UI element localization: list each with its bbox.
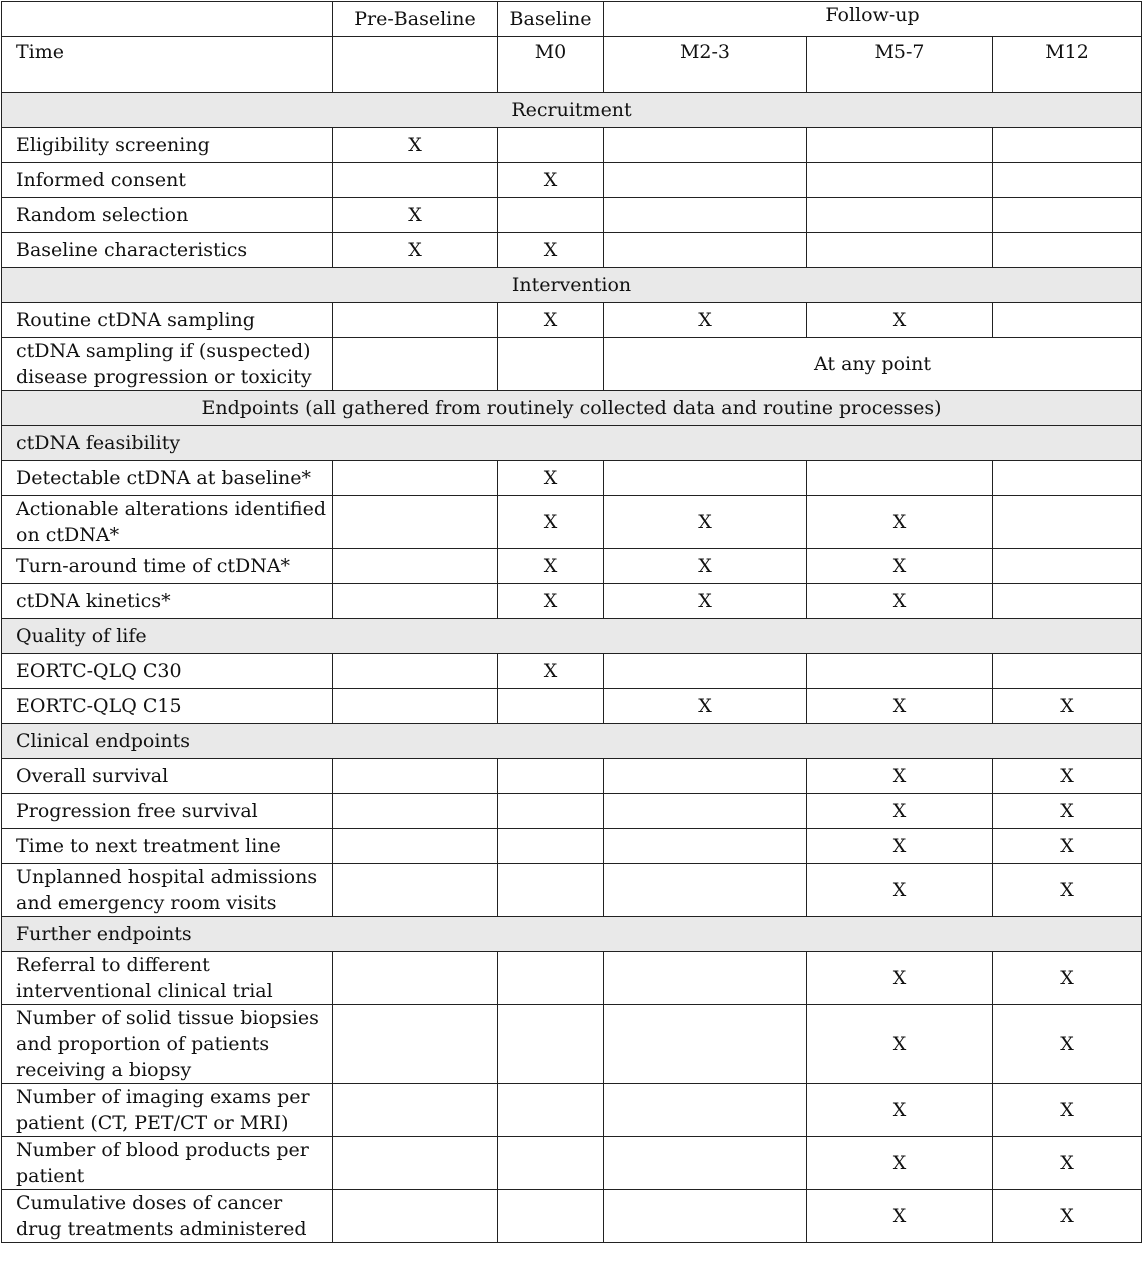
header-baseline: Baseline <box>498 2 604 37</box>
header-m12: M12 <box>993 37 1142 93</box>
cell-pre-baseline: X <box>333 128 498 163</box>
table-row <box>2 829 1142 864</box>
cell-m12: X <box>993 864 1142 917</box>
cell-m12: X <box>993 829 1142 864</box>
table-row <box>2 233 1142 268</box>
cell-m5-7: X <box>807 1137 993 1190</box>
header-time: Time <box>2 37 333 93</box>
cell-m0 <box>498 1190 604 1243</box>
cell-m0: X <box>498 496 604 549</box>
cell-m0 <box>498 1005 604 1084</box>
subsection-quality-of-life: Quality of life <box>2 619 1142 654</box>
cell-m5-7: X <box>807 303 993 338</box>
cell-m5-7: X <box>807 759 993 794</box>
cell-m2-3 <box>604 198 807 233</box>
cell-m0: X <box>498 303 604 338</box>
subsection-row <box>2 426 1142 461</box>
row-label: Routine ctDNA sampling <box>2 303 333 338</box>
cell-m5-7: X <box>807 1005 993 1084</box>
cell-m2-3 <box>604 1137 807 1190</box>
cell-m2-3 <box>604 1084 807 1137</box>
row-label: Informed consent <box>2 163 333 198</box>
table-row <box>2 1190 1142 1243</box>
cell-m5-7 <box>807 198 993 233</box>
cell-pre-baseline: X <box>333 233 498 268</box>
cell-m12: X <box>993 1005 1142 1084</box>
cell-m0 <box>498 1084 604 1137</box>
header-empty-pre <box>333 37 498 93</box>
header-m5-7: M5-7 <box>807 37 993 93</box>
cell-pre-baseline <box>333 952 498 1005</box>
table-row <box>2 584 1142 619</box>
cell-m0 <box>498 794 604 829</box>
table-row <box>2 1005 1142 1084</box>
subsection-clinical-endpoints: Clinical endpoints <box>2 724 1142 759</box>
cell-m0: X <box>498 163 604 198</box>
cell-pre-baseline <box>333 496 498 549</box>
row-label: Unplanned hospital admissions and emergency room visits <box>2 864 333 917</box>
cell-m5-7 <box>807 654 993 689</box>
cell-m5-7: X <box>807 689 993 724</box>
section-row <box>2 268 1142 303</box>
cell-m0: X <box>498 461 604 496</box>
cell-pre-baseline <box>333 1084 498 1137</box>
cell-m0 <box>498 829 604 864</box>
cell-m5-7: X <box>807 584 993 619</box>
header-m0: M0 <box>498 37 604 93</box>
section-recruitment: Recruitment <box>2 93 1142 128</box>
cell-m2-3 <box>604 163 807 198</box>
cell-m12: X <box>993 952 1142 1005</box>
cell-m2-3 <box>604 794 807 829</box>
cell-m2-3: X <box>604 584 807 619</box>
cell-m0 <box>498 864 604 917</box>
table-row <box>2 128 1142 163</box>
cell-m12: X <box>993 794 1142 829</box>
cell-m12: X <box>993 1137 1142 1190</box>
cell-pre-baseline <box>333 829 498 864</box>
cell-m12: X <box>993 689 1142 724</box>
row-label: Overall survival <box>2 759 333 794</box>
cell-m5-7 <box>807 128 993 163</box>
row-label: Progression free survival <box>2 794 333 829</box>
cell-m0: X <box>498 233 604 268</box>
header-follow-up: Follow-up <box>604 2 1142 37</box>
cell-m12 <box>993 303 1142 338</box>
cell-m0: X <box>498 549 604 584</box>
section-row <box>2 93 1142 128</box>
cell-m12 <box>993 549 1142 584</box>
cell-m12 <box>993 163 1142 198</box>
cell-m2-3: X <box>604 303 807 338</box>
cell-m5-7: X <box>807 952 993 1005</box>
row-label: Number of blood products per patient <box>2 1137 333 1190</box>
table-row <box>2 952 1142 1005</box>
subsection-row <box>2 619 1142 654</box>
row-label: Cumulative doses of cancer drug treatments administered <box>2 1190 333 1243</box>
cell-m2-3 <box>604 461 807 496</box>
cell-m12 <box>993 128 1142 163</box>
table-row <box>2 303 1142 338</box>
cell-m12: X <box>993 1190 1142 1243</box>
cell-m5-7: X <box>807 864 993 917</box>
cell-m2-3 <box>604 952 807 1005</box>
cell-m2-3 <box>604 654 807 689</box>
cell-pre-baseline <box>333 689 498 724</box>
header-m2-3: M2-3 <box>604 37 807 93</box>
cell-m5-7 <box>807 461 993 496</box>
table-row <box>2 549 1142 584</box>
cell-m12 <box>993 496 1142 549</box>
cell-m2-3 <box>604 1190 807 1243</box>
cell-m5-7: X <box>807 829 993 864</box>
cell-at-any-point: At any point <box>604 338 1142 391</box>
subsection-row <box>2 917 1142 952</box>
cell-m12 <box>993 584 1142 619</box>
cell-pre-baseline <box>333 654 498 689</box>
cell-m5-7: X <box>807 1190 993 1243</box>
cell-m2-3: X <box>604 549 807 584</box>
row-label: Turn-around time of ctDNA* <box>2 549 333 584</box>
table-row <box>2 759 1142 794</box>
cell-m12: X <box>993 1084 1142 1137</box>
row-label: Referral to different interventional clinical trial <box>2 952 333 1005</box>
cell-m2-3: X <box>604 496 807 549</box>
cell-pre-baseline <box>333 549 498 584</box>
header-row-phases <box>2 2 1142 37</box>
table-row <box>2 654 1142 689</box>
subsection-ctdna-feasibility: ctDNA feasibility <box>2 426 1142 461</box>
cell-m5-7: X <box>807 496 993 549</box>
cell-m5-7: X <box>807 1084 993 1137</box>
cell-m0 <box>498 1137 604 1190</box>
cell-m12 <box>993 233 1142 268</box>
cell-pre-baseline <box>333 759 498 794</box>
row-label: Detectable ctDNA at baseline* <box>2 461 333 496</box>
table-row <box>2 496 1142 549</box>
table-row <box>2 163 1142 198</box>
cell-pre-baseline: X <box>333 198 498 233</box>
cell-m5-7: X <box>807 794 993 829</box>
cell-m0: X <box>498 654 604 689</box>
cell-pre-baseline <box>333 338 498 391</box>
cell-m2-3 <box>604 759 807 794</box>
table-row <box>2 794 1142 829</box>
row-label: Number of imaging exams per patient (CT, PET/CT or MRI) <box>2 1084 333 1137</box>
cell-m0 <box>498 952 604 1005</box>
cell-m12 <box>993 461 1142 496</box>
table-row <box>2 461 1142 496</box>
cell-m2-3 <box>604 1005 807 1084</box>
row-label: Time to next treatment line <box>2 829 333 864</box>
cell-m2-3 <box>604 128 807 163</box>
row-label: ctDNA sampling if (suspected) disease progression or toxicity <box>2 338 333 391</box>
cell-m0 <box>498 338 604 391</box>
cell-m2-3 <box>604 233 807 268</box>
row-label: Number of solid tissue biopsies and proportion of patients receiving a biopsy <box>2 1005 333 1084</box>
section-intervention: Intervention <box>2 268 1142 303</box>
row-label: EORTC-QLQ C30 <box>2 654 333 689</box>
cell-m2-3 <box>604 829 807 864</box>
cell-pre-baseline <box>333 1005 498 1084</box>
cell-m5-7 <box>807 233 993 268</box>
cell-m0: X <box>498 584 604 619</box>
row-label: Actionable alterations identified on ctDNA* <box>2 496 333 549</box>
schedule-table <box>1 1 1142 1243</box>
header-row-timepoints <box>2 37 1142 93</box>
cell-m5-7 <box>807 163 993 198</box>
table-row <box>2 1084 1142 1137</box>
subsection-row <box>2 724 1142 759</box>
cell-m12: X <box>993 759 1142 794</box>
row-label: ctDNA kinetics* <box>2 584 333 619</box>
table-row <box>2 338 1142 391</box>
header-pre-baseline: Pre-Baseline <box>333 2 498 37</box>
cell-pre-baseline <box>333 303 498 338</box>
row-label: Random selection <box>2 198 333 233</box>
cell-pre-baseline <box>333 864 498 917</box>
table-row <box>2 198 1142 233</box>
cell-pre-baseline <box>333 584 498 619</box>
table-row <box>2 864 1142 917</box>
cell-pre-baseline <box>333 1137 498 1190</box>
table-row <box>2 1137 1142 1190</box>
cell-pre-baseline <box>333 1190 498 1243</box>
cell-m0 <box>498 198 604 233</box>
cell-pre-baseline <box>333 794 498 829</box>
row-label: Eligibility screening <box>2 128 333 163</box>
cell-m2-3 <box>604 864 807 917</box>
section-row <box>2 391 1142 426</box>
section-endpoints: Endpoints (all gathered from routinely collected data and routine processes) <box>2 391 1142 426</box>
row-label: Baseline characteristics <box>2 233 333 268</box>
row-label: EORTC-QLQ C15 <box>2 689 333 724</box>
subsection-further-endpoints: Further endpoints <box>2 917 1142 952</box>
cell-pre-baseline <box>333 163 498 198</box>
cell-m0 <box>498 128 604 163</box>
cell-m5-7: X <box>807 549 993 584</box>
cell-m0 <box>498 689 604 724</box>
cell-m2-3: X <box>604 689 807 724</box>
cell-pre-baseline <box>333 461 498 496</box>
cell-m0 <box>498 759 604 794</box>
table-row <box>2 689 1142 724</box>
header-empty-cell <box>2 2 333 37</box>
cell-m12 <box>993 198 1142 233</box>
cell-m12 <box>993 654 1142 689</box>
